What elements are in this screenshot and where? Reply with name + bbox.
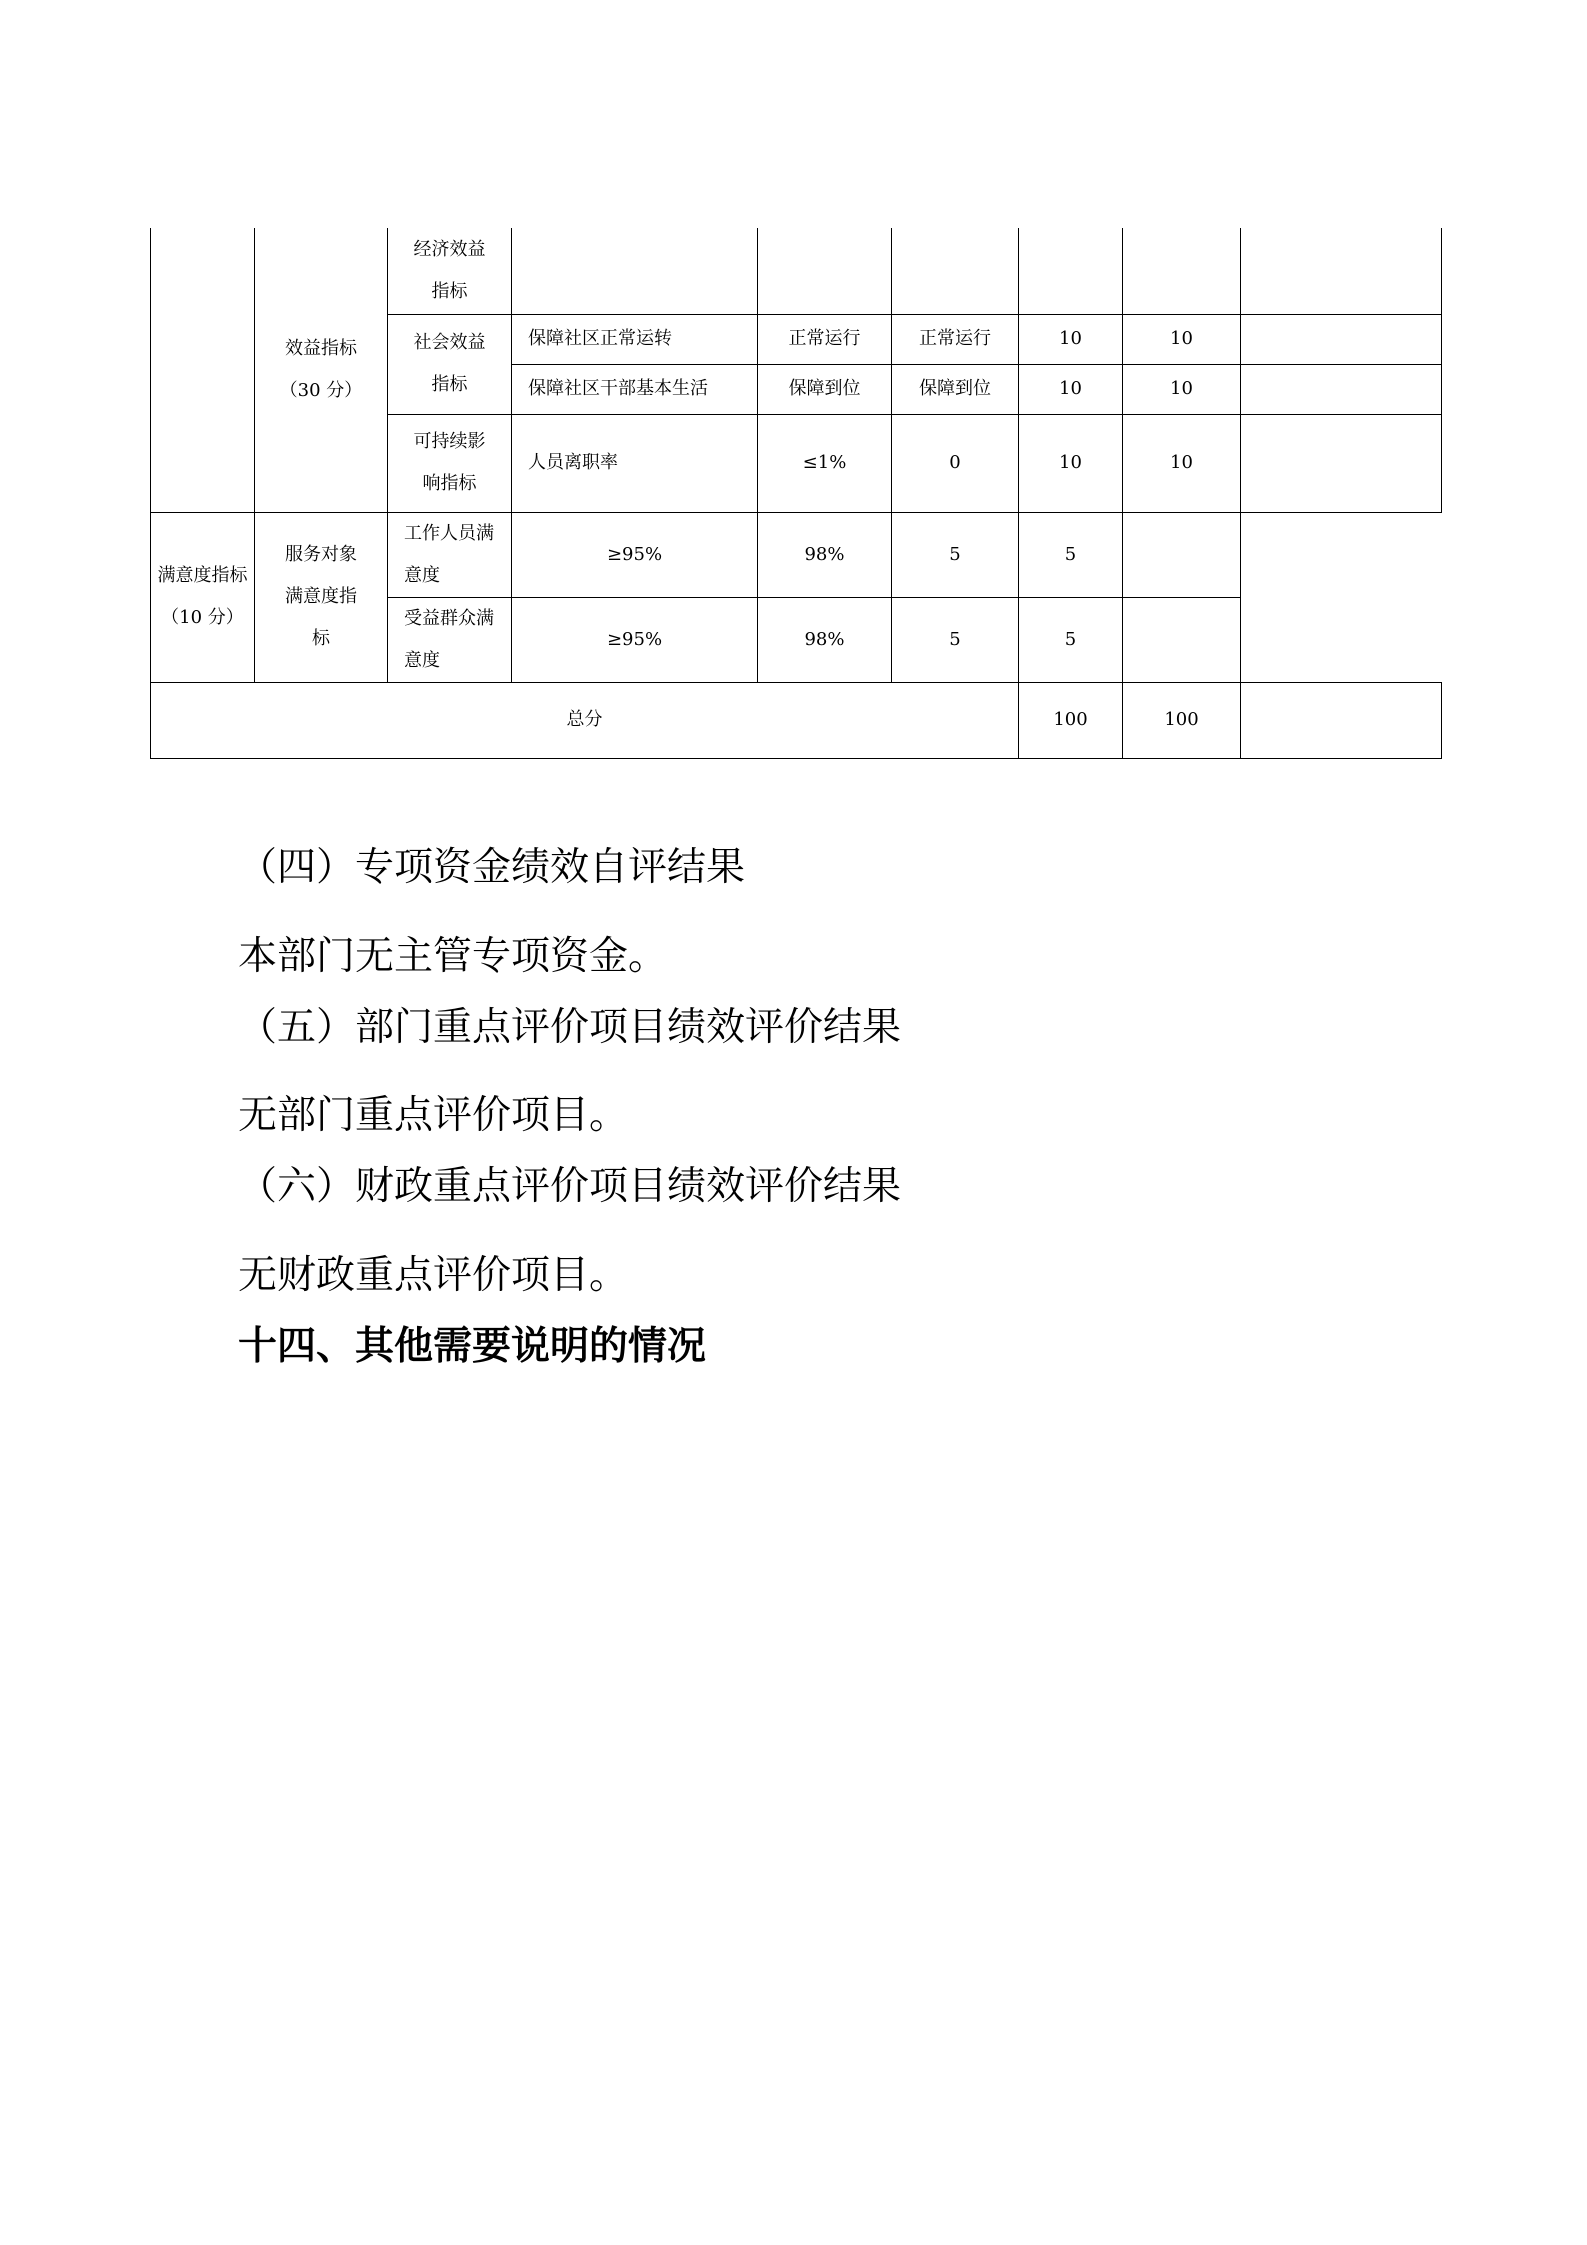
performance-table <box>150 228 1442 759</box>
actual-cell: 保障到位 <box>892 364 1019 414</box>
para-dept-key-projects: 无部门重点评价项目。 <box>238 1093 629 1138</box>
note-cell <box>1123 512 1241 597</box>
weight-cell: 10 <box>1019 364 1123 414</box>
target-cell: ≤1% <box>758 414 892 512</box>
target-cell: 正常运行 <box>758 314 892 364</box>
heading-finance-key-projects: （六）财政重点评价项目绩效评价结果 <box>238 1164 902 1209</box>
econ-benefit-label: 经济效益 指标 <box>388 228 512 314</box>
note-cell <box>1241 414 1442 512</box>
satisfaction-group-cell: 满意度指标 （10 分） <box>151 512 255 682</box>
total-row <box>151 682 1442 758</box>
indicator-cell: 受益群众满意度 <box>388 597 512 682</box>
indicator-cell <box>512 228 758 314</box>
weight-cell: 10 <box>1019 414 1123 512</box>
sustain-impact-label: 可持续影 响指标 <box>388 414 512 512</box>
para-special-funds: 本部门无主管专项资金。 <box>238 934 668 979</box>
heading-dept-key-projects: （五）部门重点评价项目绩效评价结果 <box>238 1005 902 1050</box>
actual-cell <box>892 228 1019 314</box>
heading-special-funds: （四）专项资金绩效自评结果 <box>238 845 746 890</box>
actual-cell: 98% <box>758 512 892 597</box>
note-cell <box>1241 364 1442 414</box>
note-cell <box>1241 314 1442 364</box>
weight-cell: 5 <box>892 512 1019 597</box>
social-benefit-label: 社会效益 指标 <box>388 314 512 414</box>
note-cell <box>1123 597 1241 682</box>
indicator-cell: 保障社区正常运转 <box>512 314 758 364</box>
score-cell: 10 <box>1123 314 1241 364</box>
indicator-cell: 工作人员满意度 <box>388 512 512 597</box>
weight-cell: 5 <box>892 597 1019 682</box>
target-cell: ≥95% <box>512 512 758 597</box>
service-satisfaction-label: 服务对象 满意度指 标 <box>255 512 388 682</box>
table-row <box>151 512 1442 597</box>
weight-cell <box>1019 228 1123 314</box>
actual-cell: 0 <box>892 414 1019 512</box>
total-label: 总分 <box>151 682 1019 758</box>
para-finance-key-projects: 无财政重点评价项目。 <box>238 1253 629 1298</box>
table-row <box>151 228 1442 314</box>
score-cell: 5 <box>1019 512 1123 597</box>
score-cell: 5 <box>1019 597 1123 682</box>
actual-cell: 98% <box>758 597 892 682</box>
target-cell: ≥95% <box>512 597 758 682</box>
score-cell <box>1123 228 1241 314</box>
heading-other-notes: 十四、其他需要说明的情况 <box>238 1324 707 1369</box>
score-cell: 10 <box>1123 364 1241 414</box>
total-note <box>1241 682 1442 758</box>
benefit-group-cell: 效益指标 （30 分） <box>255 228 388 512</box>
weight-cell: 10 <box>1019 314 1123 364</box>
indicator-cell: 保障社区干部基本生活 <box>512 364 758 414</box>
note-cell <box>1241 228 1442 314</box>
total-score: 100 <box>1123 682 1241 758</box>
actual-cell: 正常运行 <box>892 314 1019 364</box>
indicator-cell: 人员离职率 <box>512 414 758 512</box>
score-cell: 10 <box>1123 414 1241 512</box>
target-cell <box>758 228 892 314</box>
total-weight: 100 <box>1019 682 1123 758</box>
category-cell <box>151 228 255 512</box>
target-cell: 保障到位 <box>758 364 892 414</box>
